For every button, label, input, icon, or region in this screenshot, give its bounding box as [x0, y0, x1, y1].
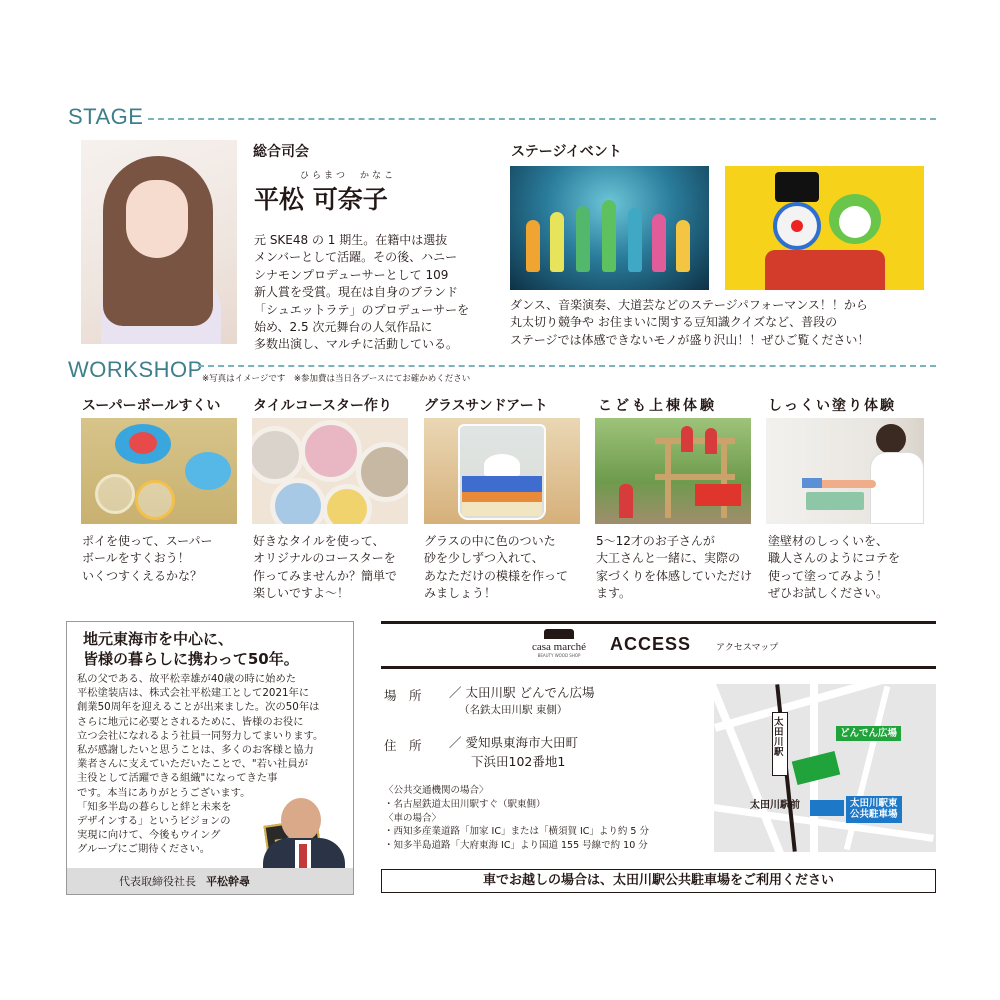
- access-subtitle: アクセスマップ: [716, 643, 779, 653]
- plaster-photo: [766, 418, 924, 524]
- workshop-desc-line: みましょう！: [424, 586, 497, 601]
- workshop-title: こども上棟体験: [598, 398, 717, 414]
- brand-name: casa marché: [531, 641, 587, 653]
- access-note-line: ・西知多産業道路「加家 IC」または「横須賀 IC」より約 5 分: [384, 826, 649, 838]
- stage-heading-wrap: [68, 104, 143, 130]
- company-body-line: 主役として活躍できる組織"になってきた事: [77, 772, 278, 785]
- stage-event-desc-line: ダンス、音楽演奏、大道芸などのステージパフォーマンス！！から: [510, 298, 868, 312]
- workshop-heading-wrap: [68, 357, 203, 383]
- access-title: ACCESS: [610, 634, 692, 654]
- stage-event-desc-line: 丸太切り競争や お住まいに関する豆知識クイズなど、普段の: [510, 315, 838, 330]
- address-label: 住 所: [384, 738, 422, 753]
- host-bio-line: 多数出演し、マルチに活動している。: [254, 337, 459, 352]
- workshop-desc: [768, 533, 928, 603]
- map-parking-tag: [846, 796, 902, 823]
- host-bio-line: 「シュエットラテ」のプロデューサーを: [254, 302, 470, 317]
- company-body-line: です。本当にありがとうございます。: [77, 786, 251, 799]
- workshop-desc-line: 職人さんのようにコテを: [768, 551, 901, 566]
- workshop-divider: [198, 365, 936, 367]
- company-headline: [83, 630, 299, 669]
- parking-area: [810, 800, 844, 816]
- workshop-desc-line: ぜひお試しください。: [768, 586, 889, 601]
- workshop-desc-line: ポイを使って、スーパー: [82, 534, 213, 548]
- brand-tagline: BEAUTY WOOD SHOP: [537, 653, 581, 658]
- workshop-desc: [596, 533, 756, 603]
- workshop-desc-line: 大工さんと一緒に、実際の: [596, 551, 741, 566]
- company-body-line: 立つ会社になれるよう社員一同努力してまいります。: [77, 729, 324, 742]
- company-body-line: 「知多半島の暮らしと絆と未来を: [77, 800, 232, 813]
- host-bio: [254, 232, 494, 354]
- host-photo: [81, 140, 237, 344]
- tile-coaster-photo: [252, 418, 408, 524]
- workshop-desc-line: 楽しいですよ～！: [253, 586, 350, 601]
- host-bio-line: シナモンプロデューサーとして 109: [254, 267, 449, 282]
- host-name: 平松 可奈子: [254, 185, 388, 214]
- map-venue-tag: どんでん広場: [836, 726, 901, 741]
- place-line: ／ 太田川駅 どんでん広場: [449, 685, 595, 700]
- venue-area: [792, 751, 840, 785]
- superball-photo: [81, 418, 237, 524]
- access-bottom-rule: [381, 666, 936, 669]
- parking-tag-line: 公共駐車場: [850, 809, 898, 821]
- framing-photo: [595, 418, 751, 524]
- company-signature-bar: [67, 868, 353, 894]
- workshop-desc-line: 使って塗ってみよう！: [768, 568, 889, 583]
- workshop-desc-line: 好きなタイルを使って、: [253, 534, 385, 548]
- workshop-desc-line: あなただけの模様を作って: [424, 568, 569, 583]
- workshop-desc-line: 家づくりを体感していただけ: [596, 568, 753, 583]
- host-bio-line: 新人賞を受賞。現在は自身のブランド: [254, 285, 459, 300]
- workshop-title: スーパーボールすくい: [82, 398, 221, 414]
- workshop-desc-line: オリジナルのコースターを: [253, 551, 396, 566]
- company-body-line: 平松塗装店は、株式会社平松建工として2021年に: [77, 687, 310, 700]
- stage-event-title: ステージイベント: [511, 144, 622, 160]
- workshop-desc-line: 5～12才のお子さんが: [596, 534, 715, 548]
- address-value: [449, 734, 578, 772]
- workshop-desc-line: ます。: [596, 586, 632, 601]
- car-notice: 車でお越しの場合は、太田川駅公共駐車場をご利用ください: [381, 869, 936, 893]
- company-body-line: 私の父である、故平松幸雄が40歳の時に始めた: [77, 673, 297, 685]
- workshop-desc-line: ボールをすくおう！: [82, 551, 190, 566]
- host-bio-line: メンバーとして活躍。その後、ハニー: [254, 250, 458, 265]
- clown-photo: [725, 166, 924, 290]
- company-body-line: 業者さんに支えていただいたことで、"若い社員が: [77, 758, 309, 771]
- company-body-line: 創業50周年を迎えることが出来ました。次の50年は: [77, 701, 320, 714]
- place-value: [449, 684, 594, 719]
- host-bio-line: 始め、2.5 次元舞台の人気作品に: [254, 319, 433, 334]
- stage-event-desc: [510, 297, 930, 349]
- stage-event-desc-line: ステージでは体感できないモノが盛り沢山！！ぜひご覧ください！: [510, 332, 870, 347]
- workshop-title: タイルコースター作り: [253, 398, 393, 414]
- workshop-desc: [82, 533, 242, 585]
- company-signature: [119, 873, 250, 889]
- host-furigana: ひらまつ かなこ: [300, 171, 397, 181]
- company-body-line: グループにご期待ください。: [77, 843, 211, 856]
- place-line: （名鉄太田川駅 東側）: [459, 703, 568, 716]
- company-body-line: 私が感謝したいと思うことは、多くのお客様と協力: [77, 744, 314, 757]
- map-station-label: 太田川駅: [774, 717, 784, 758]
- host-role: 総合司会: [253, 144, 309, 160]
- company-body-line: デザインする」というビジョンの: [77, 815, 231, 828]
- parking-tag-line: 太田川駅東: [850, 798, 898, 809]
- host-bio-line: 元 SKE48 の 1 期生。在籍中は選抜: [254, 233, 448, 247]
- workshop-note: ※写真はイメージです ※参加費は当日各ブースにてお確かめください: [202, 374, 471, 384]
- address-line: ／ 愛知県東海市大田町: [449, 735, 578, 750]
- company-headline-line: 地元東海市を中心に、: [83, 630, 234, 648]
- signature-name: 平松幹尋: [206, 875, 250, 888]
- dance-photo: [510, 166, 709, 290]
- company-body-line: さらに地元に必要とされるために、皆様のお役に: [77, 715, 304, 728]
- workshop-desc-line: グラスの中に色のついた: [424, 534, 556, 548]
- access-note-line: 〈公共交通機関の場合〉: [384, 785, 489, 796]
- workshop-title: しっくい塗り体験: [768, 398, 896, 414]
- workshop-heading: WORKSHOP: [68, 357, 203, 382]
- stage-divider: [148, 118, 936, 120]
- company-message-box: [66, 621, 354, 895]
- company-headline-line: 皆様の暮らしに携わって50年。: [83, 649, 299, 668]
- workshop-desc: [253, 533, 413, 603]
- access-map: [714, 684, 936, 852]
- access-top-rule: [381, 621, 936, 624]
- workshop-desc-line: 砂を少しずつ入れて、: [424, 551, 544, 566]
- access-note-line: ・名古屋鉄道太田川駅すぐ（駅東側）: [384, 798, 546, 810]
- stage-heading: STAGE: [68, 104, 144, 129]
- brand-logo: [524, 629, 594, 658]
- workshop-desc-line: 作ってみませんか？簡単で: [253, 568, 398, 583]
- access-notes: [384, 784, 649, 853]
- workshop-desc-line: いくつすくえるかな？: [82, 568, 203, 583]
- workshop-desc: [424, 533, 584, 603]
- workshop-desc-line: 塗壁材のしっくいを、: [768, 534, 889, 548]
- workshop-title: グラスサンドアート: [424, 398, 548, 414]
- access-note-line: 〈車の場合〉: [384, 812, 442, 824]
- map-station-front-label: 太田川駅前: [750, 800, 800, 811]
- sand-art-photo: [424, 418, 580, 524]
- access-note-line: ・知多半島道路「大府東海 IC」より国道 155 号線で約 10 分: [384, 840, 648, 852]
- place-label: 場 所: [384, 688, 422, 703]
- company-body-line: 実現に向けて、今後もウイング: [77, 829, 221, 842]
- signature-title: 代表取締役社長: [119, 875, 196, 888]
- address-line: 下浜田102番地1: [471, 753, 566, 769]
